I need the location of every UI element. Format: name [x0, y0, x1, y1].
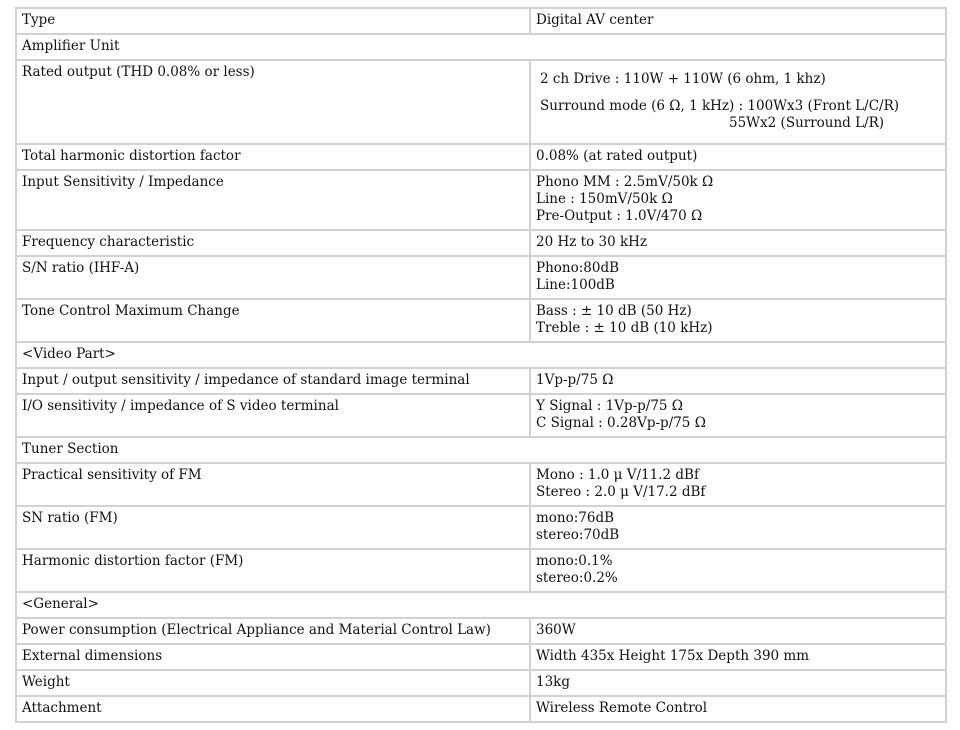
table-row [16, 368, 946, 394]
spec-label: Total harmonic distortion factor [16, 144, 530, 170]
spec-label: SN ratio (FM) [16, 506, 530, 549]
spec-value-line: C Signal : 0.28Vp-p/75 Ω [536, 415, 706, 431]
spec-label: Type [16, 8, 530, 34]
spec-label: I/O sensitivity / impedance of S video terminal [16, 394, 530, 437]
spec-label: Input / output sensitivity / impedance of standard image terminal [16, 368, 530, 394]
spec-value [530, 8, 946, 34]
spec-value-line: Phono:80dB [536, 260, 620, 276]
spec-value-line: mono:76dB [536, 510, 615, 526]
spec-value-line: 13kg [536, 674, 571, 690]
spec-label: S/N ratio (IHF-A) [16, 256, 530, 299]
table-row [16, 8, 946, 34]
table-row [16, 644, 946, 670]
table-row [16, 60, 946, 144]
spec-label: Tone Control Maximum Change [16, 299, 530, 342]
spec-value-line: 0.08% (at rated output) [536, 148, 698, 164]
spec-value-line: mono:0.1% [536, 553, 613, 569]
table-row [16, 299, 946, 342]
spec-value [530, 549, 946, 592]
spec-label: Weight [16, 670, 530, 696]
spec-value-line: stereo:70dB [536, 527, 620, 543]
spec-value [530, 144, 946, 170]
spec-value-line: Mono : 1.0 μ V/11.2 dBf [536, 467, 699, 483]
spec-label: Input Sensitivity / Impedance [16, 170, 530, 230]
section-row [16, 592, 946, 618]
spec-value-line: Pre-Output : 1.0V/470 Ω [536, 208, 703, 224]
spec-value [530, 463, 946, 506]
spec-label: Attachment [16, 696, 530, 722]
section-heading: <General> [16, 592, 946, 618]
spec-value-line: Treble : ± 10 dB (10 kHz) [536, 320, 713, 336]
table-row [16, 144, 946, 170]
table-row [16, 506, 946, 549]
spec-value-line: Line:100dB [536, 277, 615, 293]
spec-value [530, 506, 946, 549]
spec-value-line: Surround mode (6 Ω, 1 kHz) : 100Wx3 (Front L/C/R) [540, 98, 900, 114]
spec-value-line: 2 ch Drive : 110W + 110W (6 ohm, 1 khz) [540, 71, 826, 87]
spec-value [530, 230, 946, 256]
section-row [16, 342, 946, 368]
spec-table [15, 7, 947, 723]
spec-value-line: Line : 150mV/50k Ω [536, 191, 673, 207]
table-row [16, 170, 946, 230]
spec-label: Harmonic distortion factor (FM) [16, 549, 530, 592]
spec-value-line: 1Vp-p/75 Ω [536, 372, 614, 388]
table-row [16, 394, 946, 437]
spec-value-line: Digital AV center [536, 12, 654, 28]
section-row [16, 437, 946, 463]
spec-value-line: 360W [536, 622, 576, 638]
table-row [16, 230, 946, 256]
spec-value-line: 20 Hz to 30 kHz [536, 234, 648, 250]
spec-value [530, 299, 946, 342]
spec-label: Frequency characteristic [16, 230, 530, 256]
spec-value [530, 256, 946, 299]
spec-value-line: stereo:0.2% [536, 570, 618, 586]
spec-value [530, 170, 946, 230]
section-heading: <Video Part> [16, 342, 946, 368]
spec-value-line: Y Signal : 1Vp-p/75 Ω [536, 398, 683, 414]
table-row [16, 618, 946, 644]
spec-value [530, 618, 946, 644]
spec-value [530, 644, 946, 670]
table-row [16, 696, 946, 722]
spec-value [530, 60, 946, 144]
section-row [16, 34, 946, 60]
section-heading: Tuner Section [16, 437, 946, 463]
spec-value-line: Width 435x Height 175x Depth 390 mm [536, 648, 810, 664]
spec-label: Power consumption (Electrical Appliance and Material Control Law) [16, 618, 530, 644]
spec-value-line: Stereo : 2.0 μ V/17.2 dBf [536, 484, 706, 500]
rated-output-block [536, 64, 940, 132]
spec-table-container [15, 7, 945, 723]
spec-value [530, 670, 946, 696]
spec-value-line: Bass : ± 10 dB (50 Hz) [536, 303, 692, 319]
spec-value [530, 368, 946, 394]
table-row [16, 463, 946, 506]
spec-value [530, 696, 946, 722]
table-row [16, 670, 946, 696]
spec-table-body [16, 8, 946, 722]
spec-label: External dimensions [16, 644, 530, 670]
spec-label: Practical sensitivity of FM [16, 463, 530, 506]
table-row [16, 549, 946, 592]
spec-value-line: 55Wx2 (Surround L/R) [729, 115, 885, 131]
spec-value [530, 394, 946, 437]
spec-value-line: Wireless Remote Control [536, 700, 708, 716]
spec-label: Rated output (THD 0.08% or less) [16, 60, 530, 144]
section-heading: Amplifier Unit [16, 34, 946, 60]
spec-value-line: Phono MM : 2.5mV/50k Ω [536, 174, 714, 190]
table-row [16, 256, 946, 299]
